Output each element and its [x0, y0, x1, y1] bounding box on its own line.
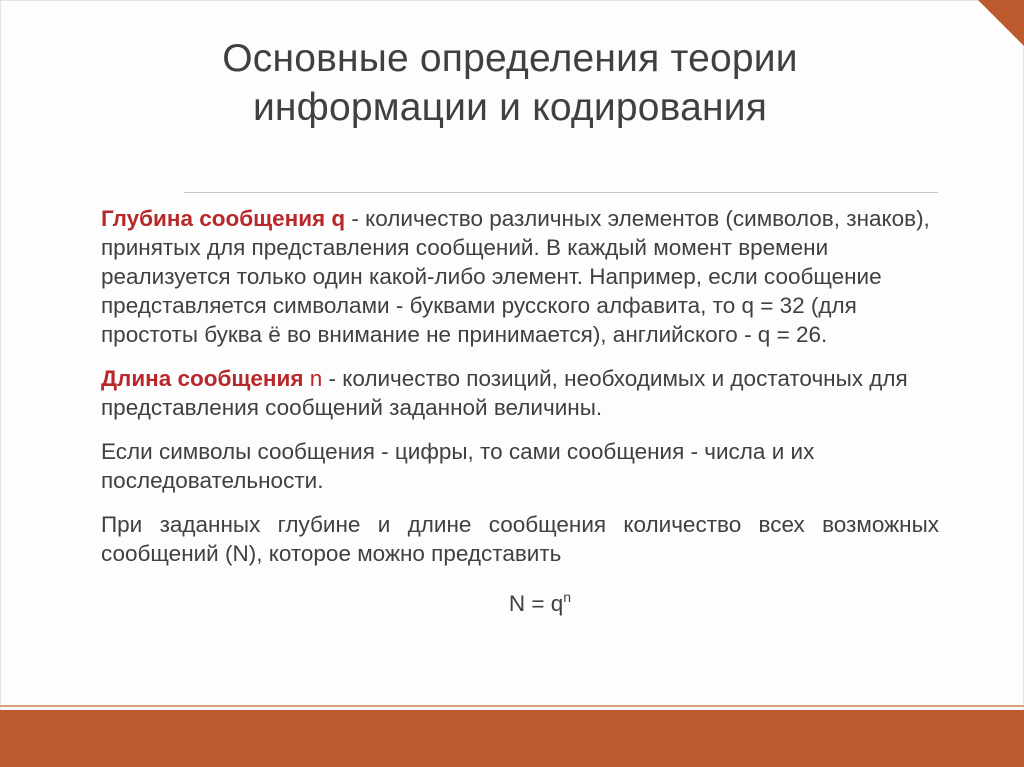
formula-exponent: n [563, 589, 572, 605]
term-length-variable: n [303, 366, 323, 391]
paragraph-length [101, 364, 939, 422]
paragraph-digits: Если символы сообщения - цифры, то сами сообщения - числа и их последовательности. [101, 439, 815, 493]
definition-length: - количество позиций, необходимых и достаточных для представления сообщений заданной величины. [101, 366, 908, 420]
formula-base: N = q [508, 591, 564, 616]
term-length: Длина сообщения [101, 366, 304, 391]
definition-depth: - количество различных элементов (символов, знаков), принятых для представления сообщений. В каждый момент времени реализуется только один какой-либо элемент. Например, если сообщение представляется символами - буквами русского алфавита, то q = 32 (для простоты буква ё во внимание не принимается), английского - q = 26. [101, 206, 930, 347]
corner-triangle-decoration [978, 0, 1024, 46]
formula [101, 583, 939, 618]
footer-band-line [0, 705, 1024, 707]
slide-title [130, 34, 890, 132]
paragraph-count: При заданных глубине и длине сообщения количество всех возможных сообщений (N), которое можно представить [101, 512, 939, 566]
footer-band [0, 710, 1024, 767]
term-depth: Глубина сообщения q [101, 206, 346, 231]
paragraph-depth [101, 204, 939, 349]
title-line-2: информации и кодирования [252, 86, 768, 129]
slide-body [101, 204, 939, 618]
title-line-1: Основные определения теории [222, 37, 798, 80]
title-divider [184, 192, 938, 193]
